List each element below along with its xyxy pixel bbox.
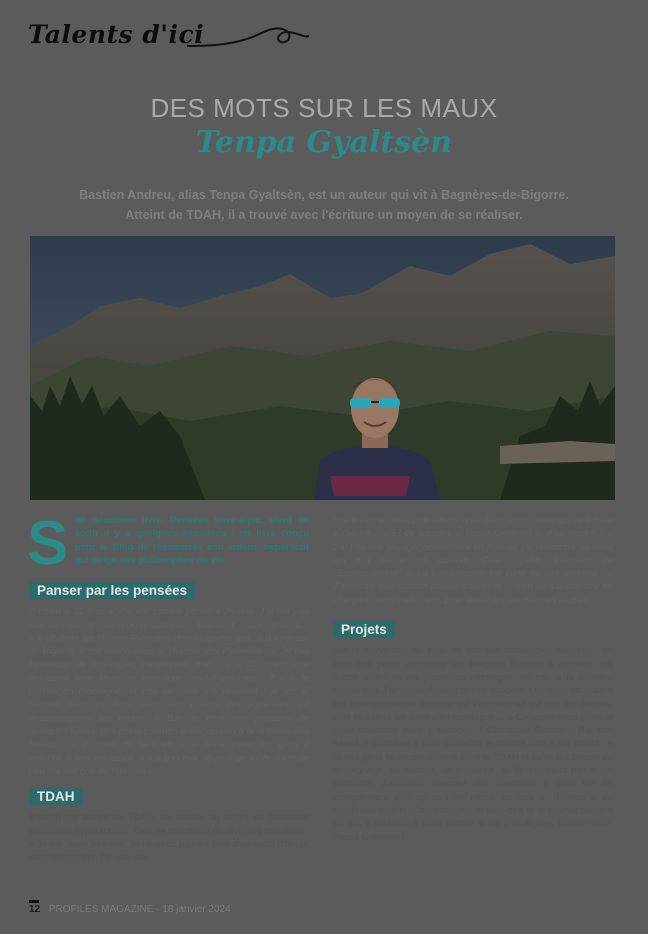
page-footer — [29, 904, 231, 915]
author-name: Tenpa Gyaltsèn — [195, 125, 453, 160]
intro-paragraph — [60, 185, 588, 225]
article-column-right — [333, 514, 613, 844]
issue-info: PROFILES MAGAZINE · 18 janvier 2024 — [48, 904, 231, 915]
footer-marker — [29, 900, 39, 903]
dropcap: S — [27, 509, 69, 578]
lead-text: on deuxième livre, Pensées terre-à-pic, vient de sortir il y a quelques semaines : un livre conçu pour le Blog de ressourcer son auteur, hyperactif qui dirige ses philosophes de vie. — [74, 515, 309, 566]
rubric-title: Talents d'ici — [28, 20, 205, 49]
page-number: 12 — [29, 904, 41, 915]
paragraph-panser: Bastien a 31 ans. « J'ai été zonard pendant 20 ans. J'ai fait pas mal de métiers : serveur, restaurateur, bâtiment, espaces verts… » Il vit dans les Hautes-Pyrénées depuis quatre ans, à Bagnères-de-Bigorre. Il est tombé sous le charme des Pyrénées : « Je fais beaucoup de montagne, randonnée, trail… » « Comment une deuxième liste. Pensées terre-à-pic, as-t-il été conçu ? » « Je partais en montagne, et ces pensées me venaient ; je les ai réunies dans ce livre, avec des photos des Pyrénées qui accompagnent les textes. » Bastien écrit des pensées de quelques lignes, des petits poèmes brefs, un peu à la manière des haïkus : « J'essaie de faire en sorte d'intéresser les gens à réfléchir à leur existence. Il y a pas mal de jeux de mots, c'est un peu ma marque de fabrique ». — [29, 606, 309, 777]
swirl-ornament-icon — [185, 22, 315, 52]
paragraph-tdah-continued: moire très volatile, une attention de zéro, un cerveau qui va à mille à l'heure… » Et ce surnom, « Tenpa Gyaltsèn », d'où vient-il ? « J'ai pas mal voyagé, notamment en Asie où j'ai rencontré un lama qui m'a donné ce surnom. Cela signifie "Étendard de l'Enseignement" ». La transmission est l'une de ses priorités : « J'aimerais que chacun puisse trouver le moyen de s'apprendre en charge émotionnellement, pour éviter les souffrances inutiles ». — [333, 515, 613, 606]
section-heading-tdah: TDAH — [29, 788, 83, 805]
section-heading-panser: Panser par les pensées — [29, 582, 195, 599]
paragraph-projets: Sur la couverture du livre, on voit des banderoles colorées : ce sont des petits drapeaux sur lesquels Bastien a imprimé ses textes avant de les placer en montagne, un peu à la manière tibétaine. « J'aimerais développer ce concept. Les gens pourraient par exemple choisir un texte qui s'imprimerait sur des banderoles, puis ils iraient les mettre en montagne… » Ce projet vous parle et vous souhaitez vous y associer ? Contactez Bastien ! Par son travail, il contribue à faire connaître le trouble dont il est atteint : « Si des gens se reconnaissent dans le TDAH et qu'ils ont besoin de témoignage, de soutien, de présence, qu'ils n'hésitent pas à me contacter. J'aimerais apporter des réponses à ceux qui ne comprennent pas ce qu'il se passe en eux ». Bastien a de nombreux projets. Concentré sur le bien-être et le développement de soi, il souhaite à nous rendre la vie plus légère. Bonne route, Tenpa Gyaltsèn ! — [333, 645, 613, 843]
mountain-portrait-image — [30, 236, 615, 500]
article-column-left — [27, 509, 309, 865]
intro-line-2: Atteint de TDAH, il a trouvé avec l'écriture un moyen de se réaliser. — [125, 208, 523, 222]
page-title: DES MOTS SUR LES MAUX — [150, 93, 498, 123]
paragraph-tdah: Bastien est atteint de TDAH, ou trouble du déficit de l'attention avec/sans hyperactivité. Cela se manifeste de diverses manières : « Je me lasse très vite. Je ne peux pas lire plus d'un quart d'heure sans m'ennuyer, j'ai une mé- — [29, 812, 309, 864]
article-lead — [27, 509, 309, 578]
intro-line-1: Bastien Andreu, alias Tenpa Gyaltsèn, est un auteur qui vit à Bagnères-de-Bigorre. — [79, 188, 569, 202]
section-heading-projets: Projets — [333, 621, 395, 638]
